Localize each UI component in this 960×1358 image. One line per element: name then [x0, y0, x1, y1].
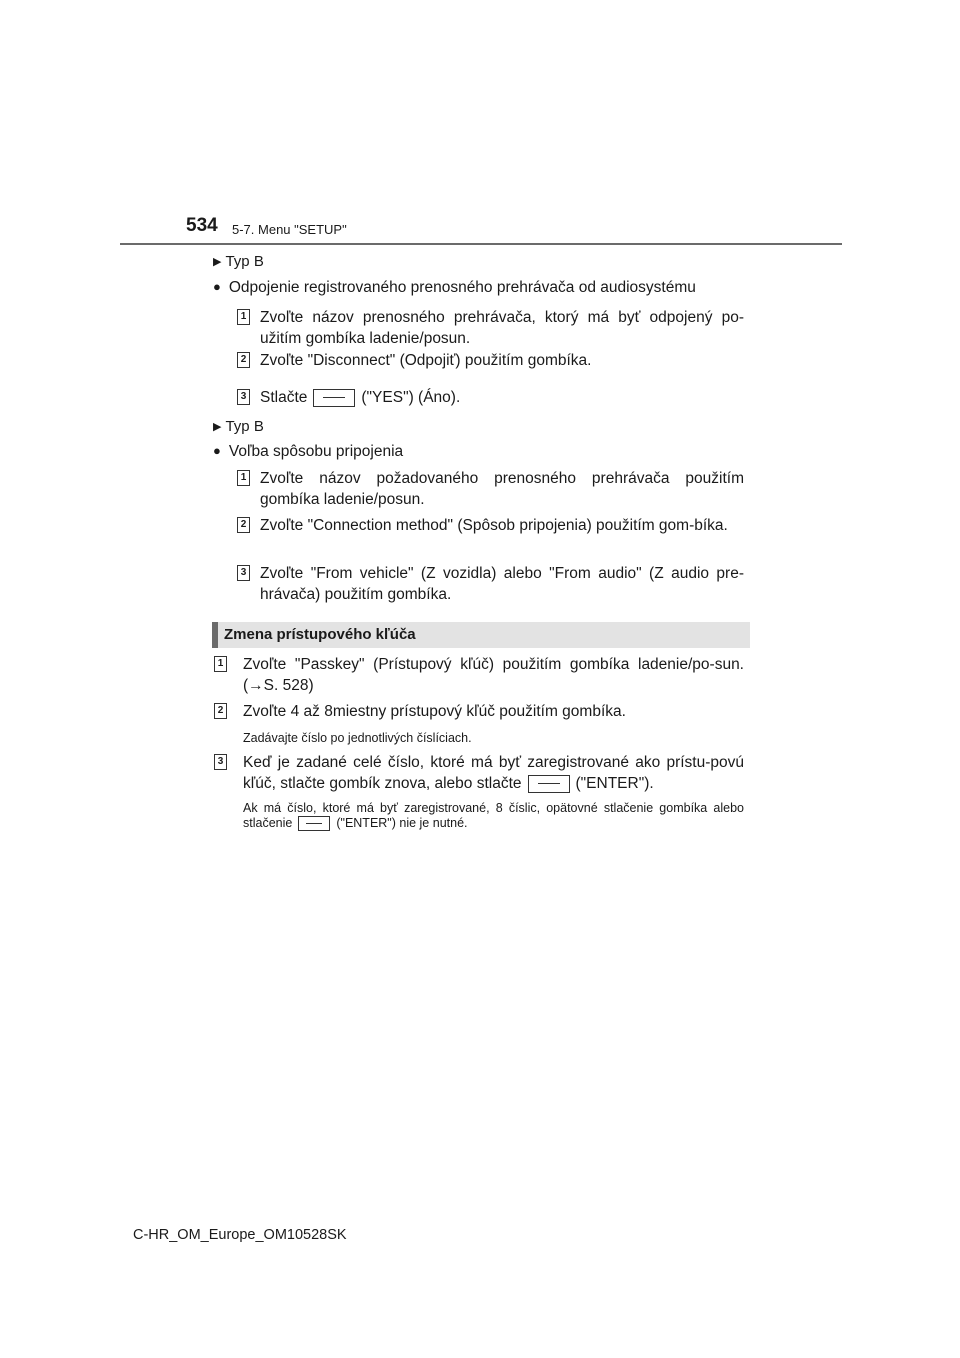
step-number-box: 3: [214, 754, 227, 770]
document-code: C-HR_OM_Europe_OM10528SK: [133, 1227, 347, 1243]
section-title: 5-7. Menu "SETUP": [232, 222, 347, 237]
header-divider: [120, 243, 842, 245]
step-text: Zvoľte názov požadovaného prenosného prehrávača použitím gombíka ladenie/posun.: [260, 470, 744, 508]
step-number-box: 3: [237, 565, 250, 581]
filled-circle-icon: ●: [213, 279, 221, 294]
button-icon: [313, 389, 355, 407]
subsection-title-disconnect: ● Odpojenie registrovaného prenosného prehrávača od audiosystému: [213, 279, 696, 296]
button-icon: [528, 775, 570, 793]
filled-circle-icon: ●: [213, 443, 221, 458]
triangle-right-icon: ▶: [213, 256, 222, 268]
step-number-box: 1: [214, 656, 227, 672]
step-text: Keď je zadané celé číslo, ktoré má byť zaregistrované ako prístu-povú kľúč, stlačte gombík znova, alebo stlačte ("ENTER").: [243, 754, 744, 792]
step-text: Zvoľte "Connection method" (Spôsob pripojenia) použitím gom-bíka.: [260, 517, 728, 534]
step-text: Zvoľte názov prenosného prehrávača, ktorý má byť odpojený po-užitím gombíka ladenie/posun.: [260, 309, 744, 347]
type-label-1: ▶ Typ B: [213, 253, 264, 270]
step-note: Ak má číslo, ktoré má byť zaregistrované, 8 číslic, opätovné stlačenie gombíka alebo stlačenie ("ENTER") nie je nutné.: [243, 801, 744, 830]
type-label-2: ▶ Typ B: [213, 418, 264, 435]
step-text: Zvoľte "Passkey" (Prístupový kľúč) použitím gombíka ladenie/po-sun. (→S. 528): [243, 656, 744, 694]
step-number-box: 2: [237, 352, 250, 368]
step-number-box: 1: [237, 470, 250, 486]
page-number: 534: [186, 215, 218, 236]
button-icon: [298, 816, 330, 831]
triangle-right-icon: ▶: [213, 421, 222, 433]
step-note: Zadávajte číslo po jednotlivých číslíciach.: [243, 731, 472, 745]
step-number-box: 1: [237, 309, 250, 325]
step-text: Zvoľte "Disconnect" (Odpojiť) použitím gombíka.: [260, 352, 592, 369]
section-header-passkey: Zmena prístupového kľúča: [212, 622, 750, 648]
step-text: Stlačte ("YES") (Áno).: [260, 389, 461, 406]
step-text: Zvoľte "From vehicle" (Z vozidla) alebo "From audio" (Z audio pre-hrávača) použitím gombíka.: [260, 565, 744, 603]
step-number-box: 2: [237, 517, 250, 533]
step-number-box: 3: [237, 389, 250, 405]
subsection-title-connection: ● Voľba spôsobu pripojenia: [213, 443, 404, 460]
step-number-box: 2: [214, 703, 227, 719]
section-header-bar: [212, 622, 218, 648]
step-text: Zvoľte 4 až 8miestny prístupový kľúč použitím gombíka.: [243, 703, 626, 720]
